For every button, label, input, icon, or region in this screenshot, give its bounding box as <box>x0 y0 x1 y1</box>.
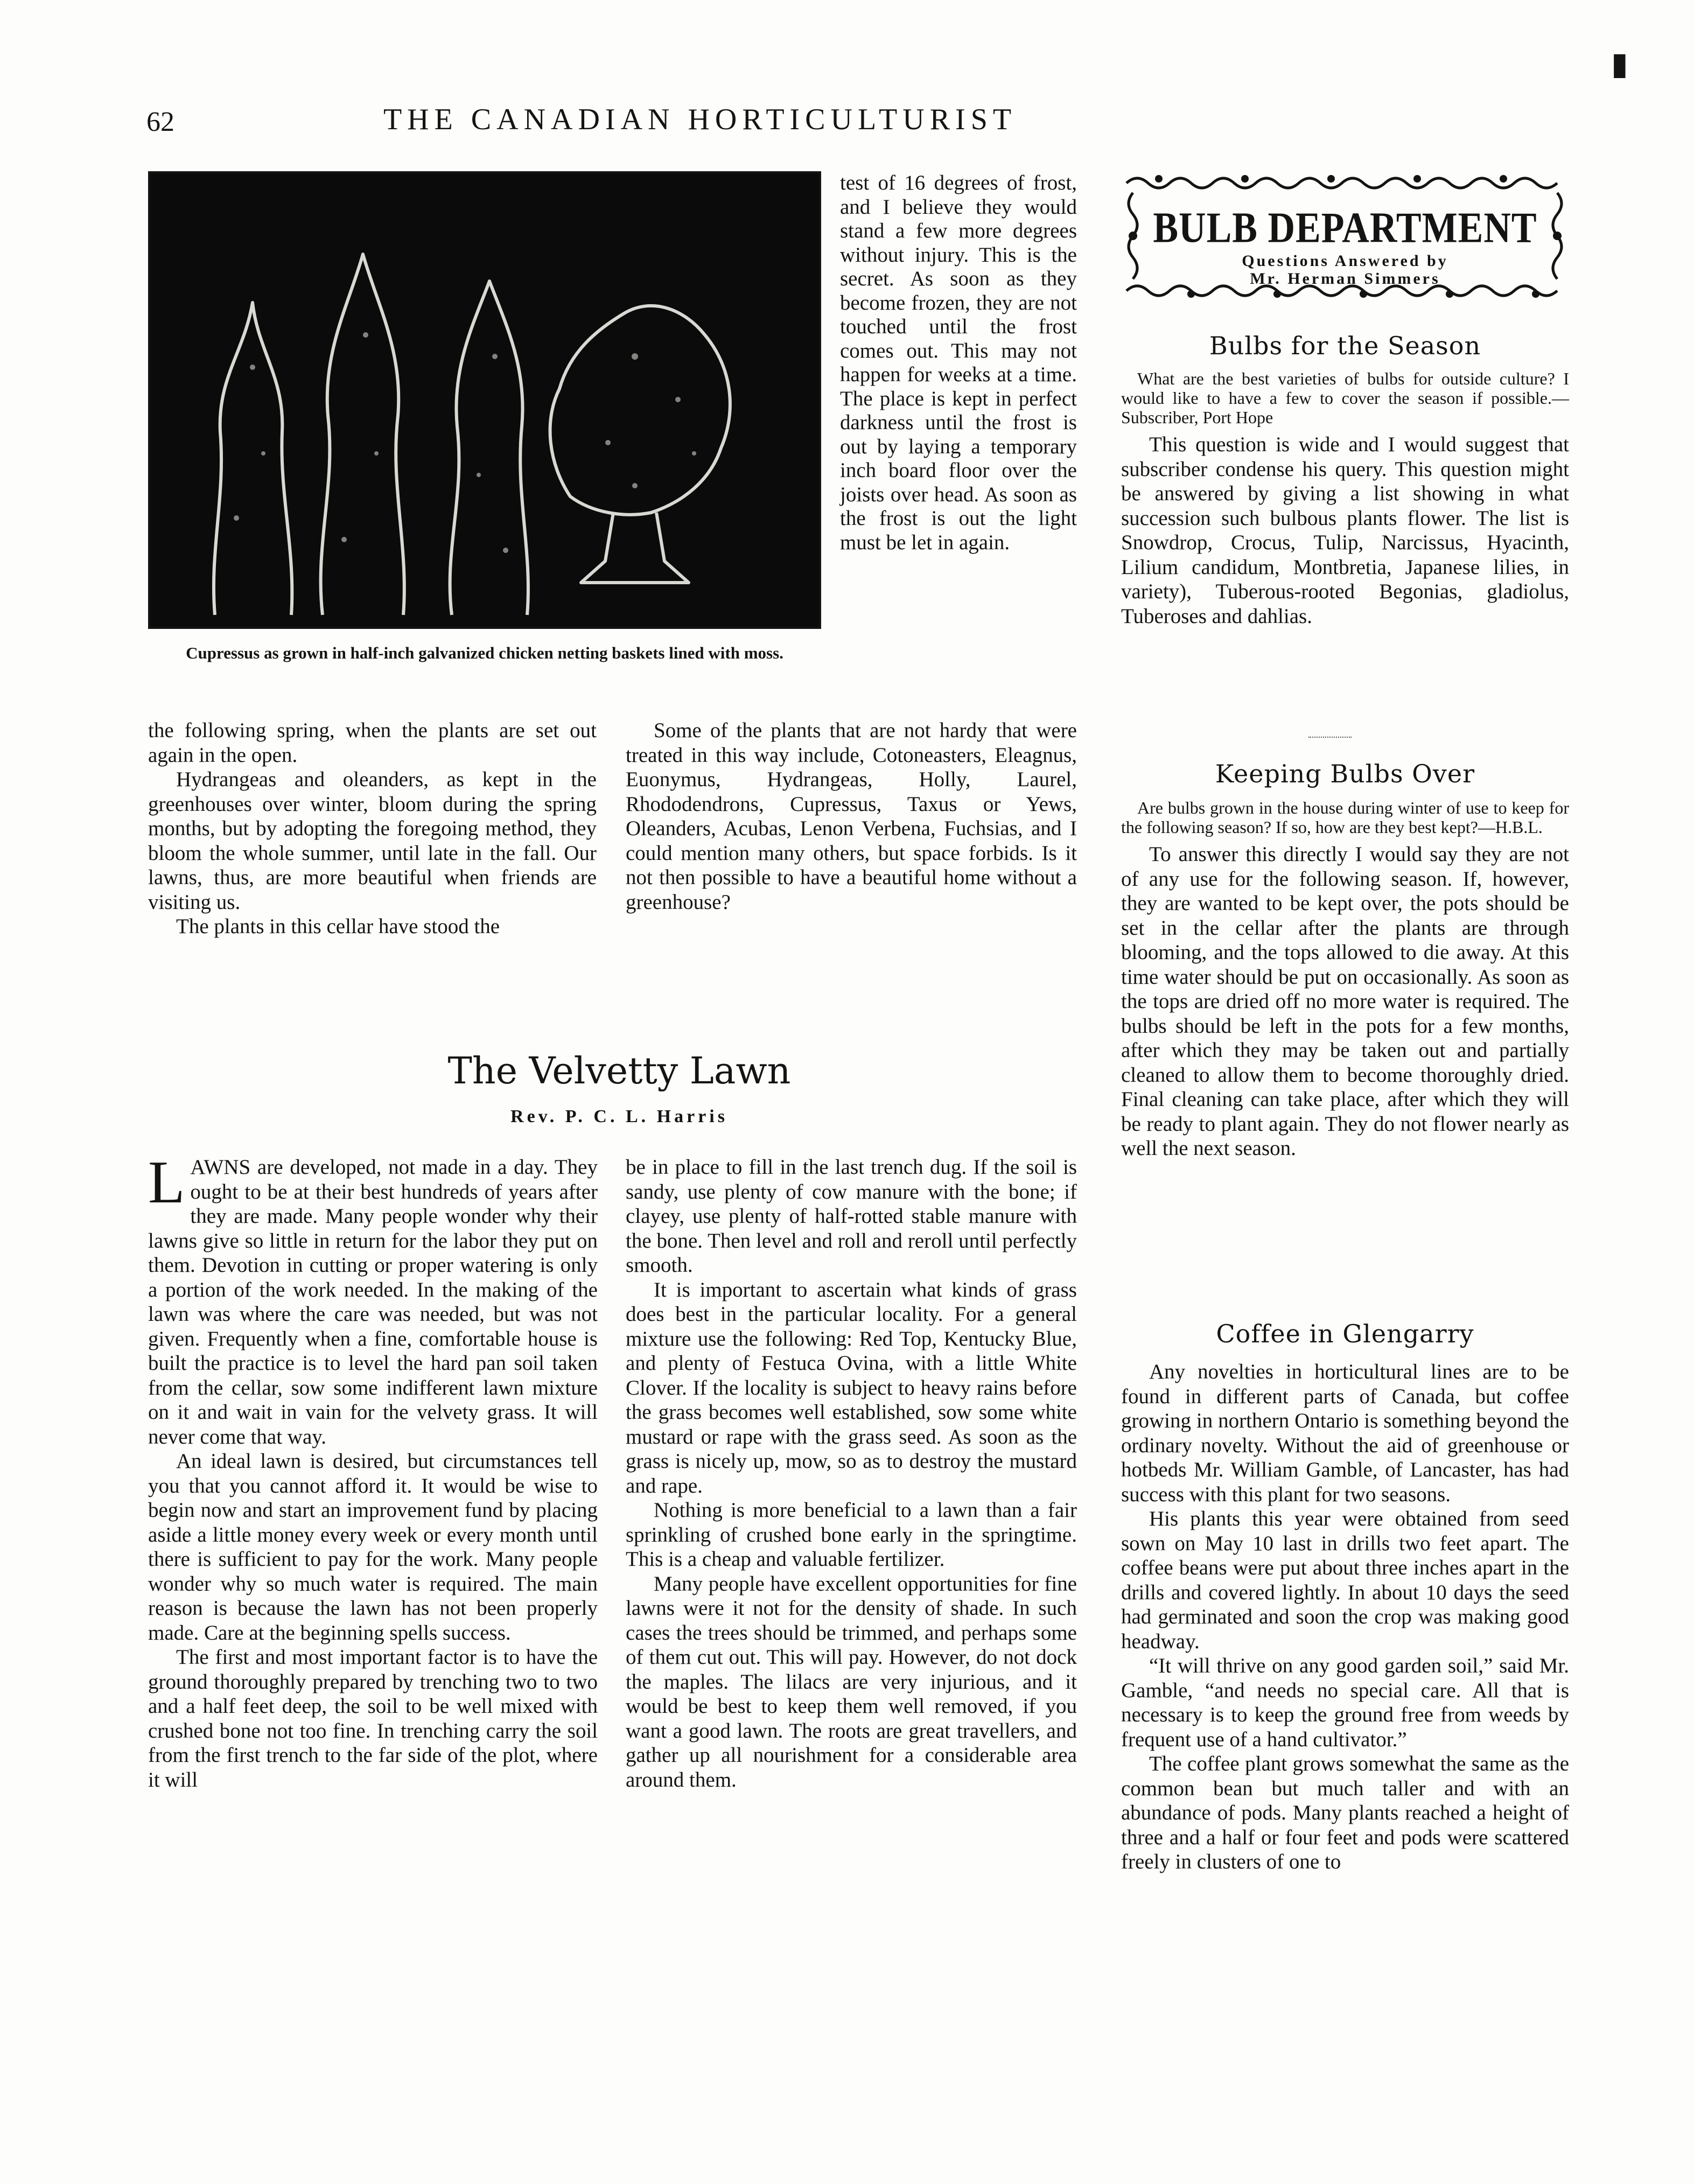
paragraph: The plants in this cellar have stood the <box>176 915 500 938</box>
paragraph: test of 16 degrees of frost, and I believe they would stand a few more degrees without injury. This is the secret. As soon as they become frozen, they are not touched until the frost comes out. This may not happen for weeks at a time. The place is kept in perfect darkness until the frost is out by laying a temporary inch board floor over the joists over head. As soon as the frost is out the light must be let in again. <box>840 171 1077 554</box>
cupressus-illustration <box>150 173 819 627</box>
paragraph: An ideal lawn is desired, but circumstances tell you that you cannot afford it. It would be wise to begin now and start an improvement fund by placing aside a little money every week or every month until there is sufficient to pay for the work. Many people wonder why so much water is required. The main reason is because the lawn has not been properly made. Care at the beginning spells success. <box>148 1450 598 1644</box>
lawn-col2 <box>626 1155 1077 1792</box>
paragraph: The coffee plant grows somewhat the same as the common bean but much taller and with an abundance of pods. Many plants reached a height of three and a half or four feet and pods were scattered freely in clusters of one to <box>1121 1752 1569 1873</box>
section-divider <box>1308 737 1352 738</box>
subtitle-line: Mr. Herman Simmers <box>1250 270 1440 288</box>
lawn-col1 <box>148 1149 598 1792</box>
article-byline: Rev. P. C. L. Harris <box>510 1107 728 1126</box>
page-number: 62 <box>146 107 174 137</box>
drop-cap: L <box>148 1149 185 1216</box>
paragraph <box>148 1149 598 1449</box>
paragraph: Nothing is more beneficial to a lawn than a fair sprinkling of crushed bone early in the springtime. This is a cheap and valuable fertilizer. <box>626 1499 1077 1571</box>
article-title: The Velvetty Lawn <box>447 1050 791 1093</box>
paragraph: be in place to fill in the last trench dug. If the soil is sandy, use plenty of cow manure with the bone; if clayey, use plenty of half-rotted stable manure with the bone. Then level and roll and reroll until perfectly smooth. <box>626 1156 1077 1277</box>
subtitle-line: Questions Answered by <box>1242 252 1448 270</box>
cupressus-photo <box>148 171 821 629</box>
corner-mark: ▮ <box>1611 46 1628 81</box>
heading-keeping-bulbs-over: Keeping Bulbs Over <box>1215 759 1475 788</box>
question: Are bulbs grown in the house during winter of use to keep for the following season? If so, how are they best kept?—H.B.L. <box>1121 798 1569 837</box>
paragraph: The first and most important factor is to have the ground thoroughly prepared by trenching two to two and a half feet deep, the soil to be well mixed with crushed bone not too fine. In trenching carry the soil from the first trench to the far side of the plot, where it will <box>148 1646 598 1791</box>
coffee-body <box>1121 1360 1569 1874</box>
paragraph: It is important to ascertain what kinds of grass does best in the particular locality. For a general mixture use the following: Red Top, Kentucky Blue, and plenty of Festuca Ovina, with a little White Clover. If the locality is subject to heavy rains before the grass becomes well established, sow some white mustard or rape with the grass seed. As soon as the grass is nicely up, mow, so as to destroy the mustard and rape. <box>626 1278 1077 1497</box>
photo-caption: Cupressus as grown in half-inch galvanized chicken netting baskets lined with moss. <box>186 643 783 662</box>
paragraph: Any novelties in horticultural lines are to be found in different parts of Canada, but coffee growing in northern Ontario is something beyond the ordinary novelty. Without the aid of greenhouse or hotbeds Mr. William Gamble, of Lancaster, has had success with this plant for two seasons. <box>1121 1360 1569 1506</box>
paragraph: His plants this year were obtained from seed sown on May 10 last in drills two feet apart. The coffee beans were put about three inches apart in the drills and covered lightly. In about 10 days the seed had germinated and soon the crop was making good headway. <box>1121 1507 1569 1653</box>
continued-col2-top <box>840 171 1077 555</box>
paragraph: Many people have excellent opportunities for fine lawns were it not for the density of shade. In such cases the trees should be trimmed, and perhaps some of them cut out. This will pay. However, do not dock the maples. The lilacs are very injurious, and it would be best to keep them well removed, if you want a good lawn. The roots are great travellers, and gather up all nourishment for a considerable area around them. <box>626 1572 1077 1791</box>
first-paragraph-text: AWNS are developed, not made in a day. They ought to be at their best hundreds of years after they are made. Many people wonder why their lawns give so little in return for the labor they put on them. Devotion in cutting or proper watering is only a portion of the work needed. In the making of the lawn was where the care was needed, but was not given. Frequently when a fine, comfortable house is built the practice is to level the hard pan soil taken from the cellar, sow some indifferent lawn mixture on it and wait in vain for the velvety grass. It will never come that way. <box>148 1156 598 1448</box>
question: What are the best varieties of bulbs for outside culture? I would like to have a few to cover the season if possible.—Subscriber, Port Hope <box>1121 369 1569 427</box>
heading-coffee-in-glengarry: Coffee in Glengarry <box>1216 1319 1474 1348</box>
bulbs-season-body <box>1121 369 1569 628</box>
bulb-department-title: BULB DEPARTMENT <box>1153 204 1537 252</box>
answer: To answer this directly I would say they are not of any use for the following season. If, however, they are wanted to be kept over, the pots should be set in the cellar after the plants are through blooming, and the tops allowed to die away. At this time water should be put on occasionally. As soon as the tops are dried off no more water is required. The bulbs should be left in the pots for a few months, after which they may be taken out and partially cleaned to allow them to become thoroughly dried. Final cleaning can take place, after which they will be ready to plant again. They do not flower nearly as well the next season. <box>1121 843 1569 1160</box>
bulb-department-subtitle <box>1148 252 1542 288</box>
continued-col2-bottom <box>626 718 1077 914</box>
paragraph: Hydrangeas and oleanders, as kept in the greenhouses over winter, bloom during the spring months, but by adopting the foregoing method, they bloom the whole summer, until late in the fall. Our lawns, thus, are more beautiful when friends are visiting us. <box>148 768 597 914</box>
running-head: THE CANADIAN HORTICULTURIST <box>383 103 1017 136</box>
heading-bulbs-for-season: Bulbs for the Season <box>1209 331 1481 360</box>
continued-col1 <box>148 718 597 939</box>
paragraph: Some of the plants that are not hardy that were treated in this way include, Cotoneasters, Eleagnus, Euonymus, Hydrangeas, Holly, Laurel, Rhododendrons, Cupressus, Taxus or Yews, Oleanders, Acubas, Lenon Verbena, Fuchsias, and I could mention many others, but space forbids. Is it not then possible to have a beautiful home without a greenhouse? <box>626 719 1077 914</box>
paragraph: “It will thrive on any good garden soil,” said Mr. Gamble, “and needs no special care. All that is necessary is to keep the ground free from weeds by frequent use of a hand cultivator.” <box>1121 1654 1569 1751</box>
paragraph: the following spring, when the plants are set out again in the open. <box>148 719 597 767</box>
keeping-bulbs-body <box>1121 798 1569 1161</box>
answer: This question is wide and I would suggest that subscriber condense his query. This question might be answered by giving a list showing in what succession such bulbous plants flower. The list is Snowdrop, Crocus, Tulip, Narcissus, Hyacinth, Lilium candidum, Montbretia, Japanese lilies, in variety), Tuberous-rooted Begonias, gladiolus, Tuberoses and dahlias. <box>1121 433 1569 628</box>
